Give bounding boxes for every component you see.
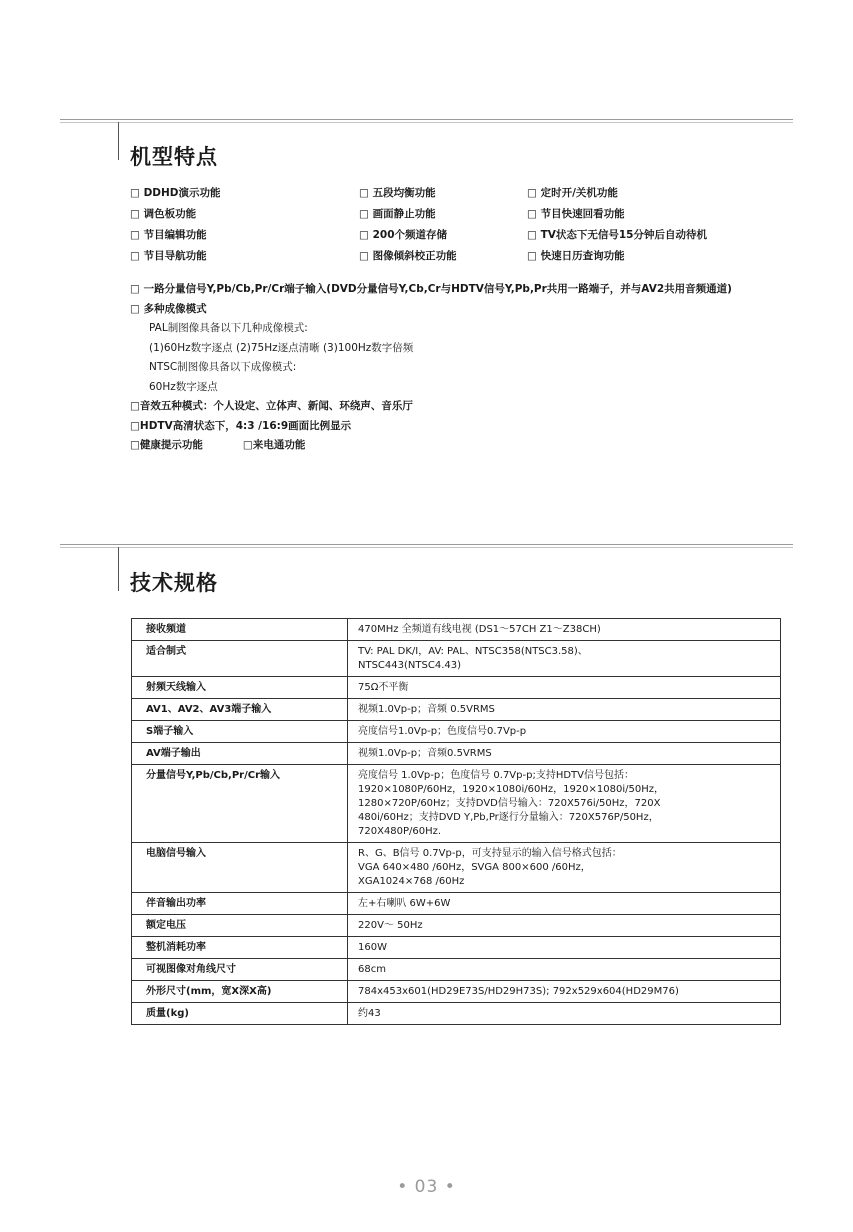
- table-row: [132, 721, 781, 743]
- feature-row: [130, 246, 790, 267]
- features-grid: [130, 183, 790, 267]
- ntsc-modes-intro: NTSC制图像具备以下成像模式:: [149, 361, 297, 373]
- spec-key: 质量(kg): [132, 1003, 348, 1025]
- features-title: 机型特点: [130, 145, 218, 169]
- table-row: [132, 699, 781, 721]
- pal-modes-intro: PAL制图像具备以下几种成像模式:: [149, 322, 308, 334]
- sound-modes-feature: □音效五种模式：个人设定、立体声、新闻、环绕声、音乐厅: [130, 400, 413, 412]
- table-row: [132, 619, 781, 641]
- spec-key: S端子输入: [132, 721, 348, 743]
- table-row: [132, 743, 781, 765]
- spec-key: 接收频道: [132, 619, 348, 641]
- caller-feature: □来电通功能: [242, 439, 306, 451]
- feature-item: □ DDHD演示功能: [130, 187, 221, 199]
- feature-item: □ 定时开/关机功能: [527, 187, 618, 199]
- feature-row: [130, 183, 790, 204]
- spec-value: 亮度信号 1.0Vp-p；色度信号 0.7Vp-p;支持HDTV信号包括： 1920×1080P/60Hz，1920×1080i/60Hz，1920×1080i/50Hz， 1280×720P/60Hz；支持DVD信号输入：720X576i/50Hz，720X 480i/60Hz；支持DVD Y,Pb,Pr逐行分量输入：720X576P/50Hz， 720X480P/60Hz.: [348, 765, 781, 843]
- spec-key: 可视图像对角线尺寸: [132, 959, 348, 981]
- health-feature: □健康提示功能: [130, 439, 203, 451]
- spec-key: 额定电压: [132, 915, 348, 937]
- section-marker: [118, 547, 119, 591]
- feature-item: □ 五段均衡功能: [359, 187, 436, 199]
- spec-key: 整机消耗功率: [132, 937, 348, 959]
- specs-title: 技术规格: [130, 571, 218, 595]
- spec-value: TV: PAL DK/I，AV: PAL、NTSC358(NTSC3.58)、 NTSC443(NTSC4.43): [348, 641, 781, 677]
- specs-table: [131, 618, 781, 1025]
- spec-value: 470MHz 全频道有线电视 (DS1～57CH Z1～Z38CH): [348, 619, 781, 641]
- feature-item: □ TV状态下无信号15分钟后自动待机: [527, 229, 707, 241]
- spec-value: 160W: [348, 937, 781, 959]
- feature-item: □ 节目编辑功能: [130, 229, 207, 241]
- feature-item: □ 节目导航功能: [130, 250, 207, 262]
- section-rule: [60, 547, 793, 548]
- spec-key: 电脑信号输入: [132, 843, 348, 893]
- spec-key: 伴音输出功率: [132, 893, 348, 915]
- ntsc-modes: 60Hz数字逐点: [149, 380, 218, 393]
- spec-key: AV端子输出: [132, 743, 348, 765]
- page-number: • 03 •: [397, 1177, 456, 1197]
- spec-key: 适合制式: [132, 641, 348, 677]
- table-row: [132, 893, 781, 915]
- section-marker: [118, 122, 119, 160]
- feature-item: □ 图像倾斜校正功能: [359, 250, 457, 262]
- features-list: [130, 280, 790, 456]
- spec-value: 约43: [348, 1003, 781, 1025]
- spec-key: 分量信号Y,Pb/Cb,Pr/Cr输入: [132, 765, 348, 843]
- spec-value: 784x453x601(HD29E73S/HD29H73S); 792x529x604(HD29M76): [348, 981, 781, 1003]
- health-features: [130, 436, 790, 456]
- table-row: [132, 937, 781, 959]
- feature-item: □ 画面静止功能: [359, 208, 436, 220]
- component-input-feature: □ 一路分量信号Y,Pb/Cb,Pr/Cr端子输入(DVD分量信号Y,Cb,Cr与HDTV信号Y,Pb,Pr共用一路端子，并与AV2共用音频通道): [130, 283, 732, 295]
- imaging-modes-title: □ 多种成像模式: [130, 302, 207, 315]
- spec-key: 射频天线输入: [132, 677, 348, 699]
- feature-item: □ 快速日历查询功能: [527, 250, 625, 262]
- feature-item: □ 调色板功能: [130, 208, 197, 220]
- table-row: [132, 765, 781, 843]
- feature-item: □ 节目快速回看功能: [527, 208, 625, 220]
- spec-key: AV1、AV2、AV3端子输入: [132, 699, 348, 721]
- section-rule: [60, 544, 793, 545]
- spec-value: R、G、B信号 0.7Vp-p，可支持显示的输入信号格式包括： VGA 640×480 /60Hz，SVGA 800×600 /60Hz， XGA1024×768 /60Hz: [348, 843, 781, 893]
- section-rule: [60, 119, 793, 120]
- feature-row: [130, 225, 790, 246]
- table-row: [132, 641, 781, 677]
- feature-item: □ 200个频道存储: [359, 229, 447, 241]
- spec-value: 视频1.0Vp-p；音频 0.5VRMS: [348, 699, 781, 721]
- hdtv-feature: □HDTV高清状态下，4:3 /16:9画面比例显示: [130, 419, 352, 432]
- spec-key: 外形尺寸(mm，宽X深X高): [132, 981, 348, 1003]
- spec-value: 220V～ 50Hz: [348, 915, 781, 937]
- spec-value: 68cm: [348, 959, 781, 981]
- table-row: [132, 959, 781, 981]
- feature-row: [130, 204, 790, 225]
- table-row: [132, 843, 781, 893]
- spec-value: 75Ω不平衡: [348, 677, 781, 699]
- spec-value: 亮度信号1.0Vp-p；色度信号0.7Vp-p: [348, 721, 781, 743]
- section-rule: [60, 122, 793, 123]
- pal-modes: (1)60Hz数字逐点 (2)75Hz逐点清晰 (3)100Hz数字倍频: [149, 341, 414, 354]
- spec-value: 视频1.0Vp-p；音频0.5VRMS: [348, 743, 781, 765]
- spec-value: 左+右喇叭 6W+6W: [348, 893, 781, 915]
- table-row: [132, 1003, 781, 1025]
- table-row: [132, 677, 781, 699]
- table-row: [132, 981, 781, 1003]
- table-row: [132, 915, 781, 937]
